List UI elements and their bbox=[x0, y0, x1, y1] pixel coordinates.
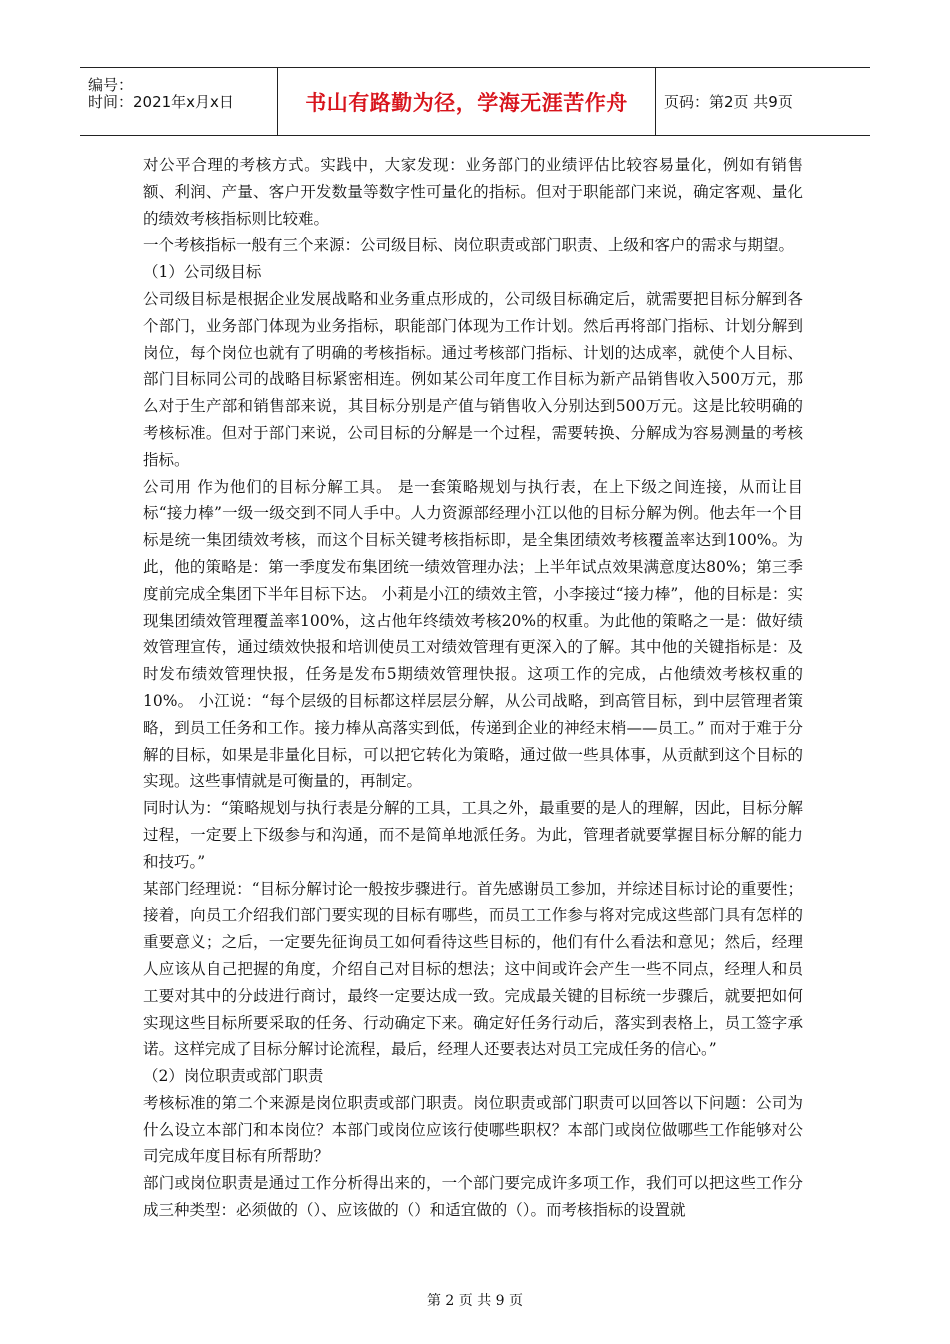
paragraph: 公司用 作为他们的目标分解工具。 是一套策略规划与执行表，在上下级之间连接，从而让目标“接力棒”一级一级交到不同人手中。人力资源部经理小江以他的目标分解为例。他去年一个目标是统一集团绩效考核，而这个目标关键考核指标即，是全集团绩效考核覆盖率达到100%。为此，他的策略是：第一季度发布集团统一绩效管理办法；上半年试点效果满意度达80%；第三季度前完成全集团下半年目标下达。 小莉是小江的绩效主管，小李接过“接力棒”，他的目标是：实现集团绩效管理覆盖率100%，这占他年终绩效考核20%的权重。为此他的策略之一是：做好绩效管理宣传，通过绩效快报和培训使员工对绩效管理有更深入的了解。其中他的关键指标是：及时发布绩效管理快报，任务是发布5期绩效管理快报。这项工作的完成，占他绩效考核权重的10%。 小江说：“每个层级的目标都这样层层分解，从公司战略，到高管目标，到中层管理者策略，到员工任务和工作。接力棒从高落实到低，传递到企业的神经末梢——员工。” 而对于难于分解的目标，如果是非量化目标，可以把它转化为策略，通过做一些具体事，从贡献到这个目标的实现。这些事情就是可衡量的，再制定。 bbox=[143, 477, 803, 791]
header-motto-cell bbox=[278, 68, 656, 135]
header-meta-cell bbox=[80, 68, 278, 135]
header-page-info: 页码：第2页 共9页 bbox=[664, 93, 793, 111]
section-heading: （1）公司级目标 bbox=[143, 263, 262, 282]
document-number-label: 编号： bbox=[88, 76, 134, 94]
paragraph: 对公平合理的考核方式。实践中，大家发现：业务部门的业绩评估比较容易量化，例如有销售额、利润、产量、客户开发数量等数字性可量化的指标。但对于职能部门来说，确定客观、量化的绩效考核指标则比较难。 bbox=[143, 156, 803, 228]
section-heading: （2）岗位职责或部门职责 bbox=[143, 1067, 324, 1086]
paragraph: 考核标准的第二个来源是岗位职责或部门职责。岗位职责或部门职责可以回答以下问题：公司为什么设立本部门和本岗位？本部门或岗位应该行使哪些职权？本部门或岗位做哪些工作能够对公司完成年度目标有所帮助？ bbox=[143, 1093, 803, 1166]
document-body bbox=[143, 152, 803, 1224]
header-table bbox=[80, 67, 870, 136]
paragraph: 公司级目标是根据企业发展战略和业务重点形成的，公司级目标确定后，就需要把目标分解到各个部门，业务部门体现为业务指标，职能部门体现为工作计划。然后再将部门指标、计划分解到岗位，每个岗位也就有了明确的考核指标。通过考核部门指标、计划的达成率，就使个人目标、部门目标同公司的战略目标紧密相连。例如某公司年度工作目标为新产品销售收入500万元，那么对于生产部和销售部来说，其目标分别是产值与销售收入分别达到500万元。这是比较明确的考核标准。但对于部门来说，公司目标的分解是一个过程，需要转换、分解成为容易测量的考核指标。 bbox=[143, 289, 803, 469]
document-date-label: 时间：2021年x月x日 bbox=[88, 93, 234, 111]
page-footer: 第 2 页 共 9 页 bbox=[426, 1293, 524, 1309]
paragraph: 某部门经理说：“目标分解讨论一般按步骤进行。首先感谢员工参加，并综述目标讨论的重要性；接着，向员工介绍我们部门要实现的目标有哪些，而员工工作参与将对完成这些部门具有怎样的重要意义；之后，一定要先征询员工如何看待这些目标的，他们有什么看法和意见；然后，经理人应该从自己把握的角度，介绍自己对目标的想法；这中间或许会产生一些不同点，经理人和员工要对其中的分歧进行商讨，最终一定要达成一致。完成最关键的目标统一步骤后，就要把如何实现这些目标所要采取的任务、行动确定下来。确定好任务行动后，落实到表格上，员工签字承诺。这样完成了目标分解讨论流程，最后，经理人还要表达对员工完成任务的信心。” bbox=[143, 879, 803, 1059]
paragraph: 一个考核指标一般有三个来源：公司级目标、岗位职责或部门职责、上级和客户的需求与期望。 bbox=[143, 236, 795, 255]
motto: 书山有路勤为径，学海无涯苦作舟 bbox=[305, 90, 628, 115]
paragraph: 同时认为：“策略规划与执行表是分解的工具，工具之外，最重要的是人的理解，因此，目标分解过程，一定要上下级参与和沟通，而不是简单地派任务。为此，管理者就要掌握目标分解的能力和技巧。” bbox=[143, 799, 803, 871]
paragraph: 部门或岗位职责是通过工作分析得出来的，一个部门要完成许多项工作，我们可以把这些工作分成三种类型：必须做的（）、应该做的（）和适宜做的（）。而考核指标的设置就 bbox=[143, 1174, 803, 1220]
